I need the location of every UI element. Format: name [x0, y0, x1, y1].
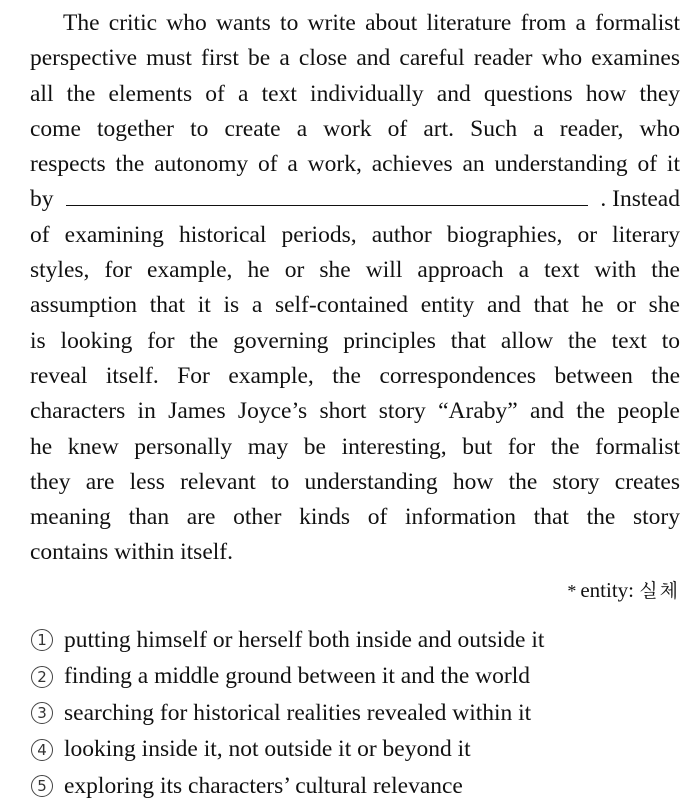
passage-line-7: styles, for example, he or she will approach a text with the	[30, 257, 680, 284]
choice-number-1: 1	[31, 629, 53, 651]
footnote-translation: 실체	[639, 580, 680, 602]
choice-1[interactable]	[31, 622, 671, 659]
passage-line-8: assumption that it is a self-contained entity and that he or she	[30, 292, 680, 319]
passage-line-11: characters in James Joyce’s short story “Araby” and the people	[30, 398, 680, 425]
choice-number-5: 5	[31, 775, 53, 797]
passage-line-4: come together to create a work of art. Such a reader, who	[30, 115, 680, 142]
passage-line-15: contains within itself.	[30, 539, 233, 566]
passage-line-10: reveal itself. For example, the correspondences between the	[30, 362, 680, 389]
footnote	[567, 576, 680, 603]
passage	[30, 6, 680, 571]
choice-text-4: looking inside it, not outside it or beyond it	[64, 736, 471, 763]
blank-after-text: . Instead	[600, 186, 680, 213]
passage-line-14: meaning than are other kinds of information that the story	[30, 504, 680, 531]
passage-line-1: The critic who wants to write about literature from a formalist	[63, 10, 680, 36]
choice-2[interactable]	[31, 659, 671, 696]
blank-before-text: by	[30, 186, 54, 213]
passage-line-2: perspective must first be a close and careful reader who examines	[30, 45, 680, 72]
choice-text-2: finding a middle ground between it and the world	[64, 663, 530, 690]
passage-line-9: is looking for the governing principles that allow the text to	[30, 327, 680, 354]
choice-5[interactable]	[31, 768, 671, 805]
choice-4[interactable]	[31, 732, 671, 769]
choice-number-3: 3	[31, 702, 53, 724]
passage-line-13: they are less relevant to understanding how the story creates	[30, 468, 680, 495]
footnote-marker: *	[567, 581, 577, 601]
choice-3[interactable]	[31, 695, 671, 732]
passage-line-12: he knew personally may be interesting, but for the formalist	[30, 433, 680, 460]
passage-line-5: respects the autonomy of a work, achieves an understanding of it	[30, 151, 680, 178]
choice-text-5: exploring its characters’ cultural relevance	[64, 772, 463, 799]
passage-line-3: all the elements of a text individually and questions how they	[30, 80, 680, 107]
choice-text-3: searching for historical realities revealed within it	[64, 699, 532, 726]
answer-choices	[31, 622, 671, 805]
choice-number-2: 2	[31, 666, 53, 688]
blank-line	[30, 182, 680, 217]
answer-blank	[66, 183, 588, 206]
footnote-term: entity:	[580, 578, 635, 602]
choice-text-1: putting himself or herself both inside and outside it	[64, 626, 545, 653]
passage-line-6: of examining historical periods, author biographies, or literary	[30, 221, 680, 248]
choice-number-4: 4	[31, 739, 53, 761]
